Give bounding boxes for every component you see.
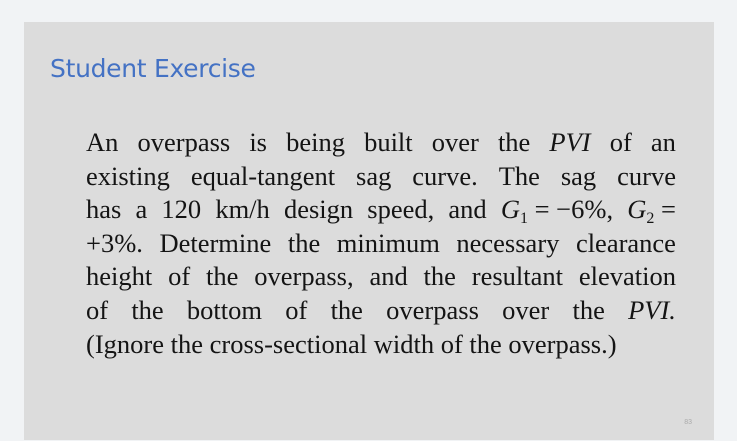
word: the [497,127,531,157]
word: of [609,127,632,157]
word: An [86,127,119,157]
text-line-4 [86,227,676,261]
word: sag [356,160,392,191]
word: elevation [578,261,676,292]
word: height [86,261,153,292]
word: over [431,127,479,157]
word: the [423,261,456,292]
word: of [168,261,191,292]
word: built [364,127,413,157]
exercise-text [86,126,676,361]
word: equal-tangent [190,160,336,191]
text-line-6 [86,294,676,328]
word: speed, [367,194,435,225]
grade-g2: $G_2$ = [627,194,676,228]
word: the [572,294,605,325]
word: the [131,294,164,325]
word: the [330,294,363,325]
word: curve. [412,160,478,191]
slide-title: Student Exercise [50,54,256,83]
word: being [286,127,345,157]
pvi-term: PVI. [628,294,676,325]
word: overpass [386,294,479,325]
word: resultant [471,261,564,292]
word: necessary [456,227,560,258]
word: design [283,194,354,225]
note-text: (Ignore the cross-sectional width of the overpass.) [86,328,617,359]
word: has [86,194,122,225]
word: is [249,127,267,157]
word: Determine [159,227,272,258]
word: of [86,294,109,325]
text-line-7 [86,328,676,362]
word: curve [617,160,676,191]
word: 120 [161,194,202,225]
word: the [287,227,321,258]
grade-g1: $G_1 = -6\%$, [500,194,614,228]
slide [24,22,714,440]
text-line-2 [86,160,676,194]
word: and [369,261,408,292]
word: a [135,194,148,225]
word: minimum [336,227,440,258]
word: +3%. [86,227,143,258]
word: an [650,127,676,157]
word: over [502,294,550,325]
page-number: 83 [684,419,692,426]
text-line-1 [86,126,676,160]
word: bottom [186,294,263,325]
word: clearance [575,227,676,258]
word: sag [560,160,597,191]
word: and [448,194,487,225]
word: existing [86,160,170,191]
text-line-5 [86,260,676,294]
word: the [206,261,239,292]
pvi-term: PVI [549,127,591,157]
text-line-3 [86,193,676,227]
word: overpass, [254,261,354,292]
word: overpass [137,127,231,157]
word: km/h [215,194,270,225]
word: of [285,294,308,325]
word: The [498,160,540,191]
